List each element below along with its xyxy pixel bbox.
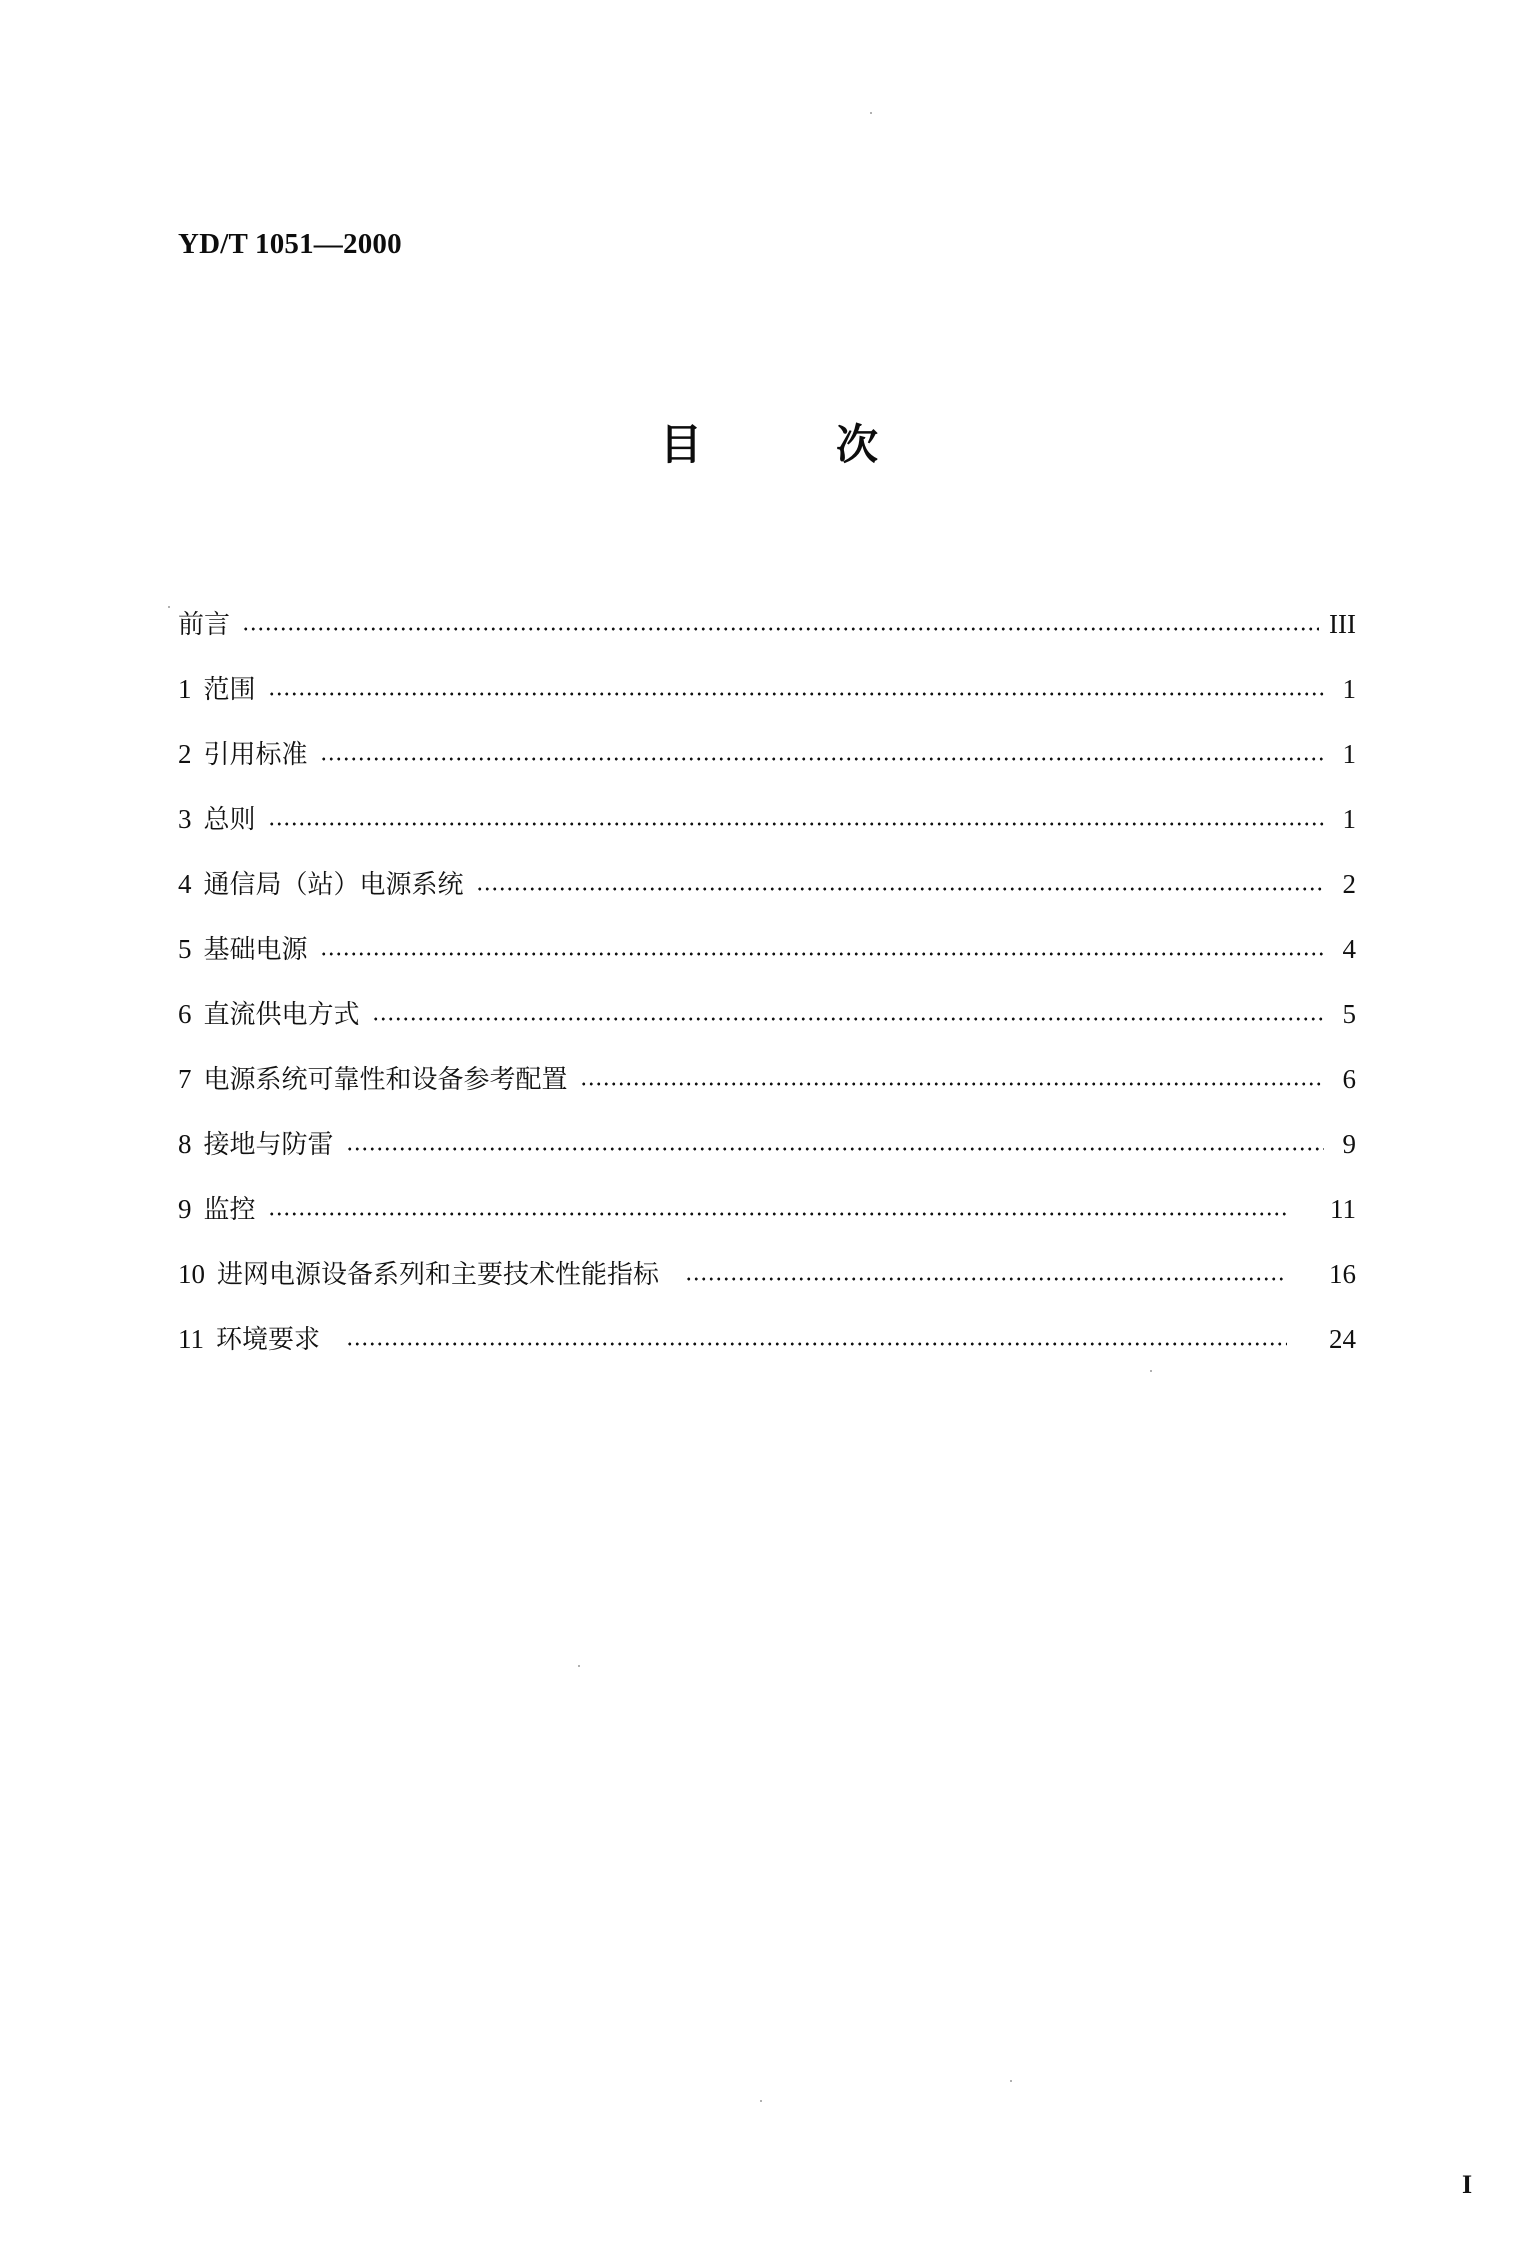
toc-entry-number: 9 — [178, 1194, 192, 1224]
toc-entry-number: 2 — [178, 739, 192, 769]
dot-leader — [580, 1082, 1324, 1086]
toc-entry-label: 环境要求 — [216, 1324, 321, 1355]
dot-leader — [476, 887, 1324, 891]
toc-entry-4[interactable] — [178, 852, 1356, 917]
toc-entry-label: 进网电源设备系列和主要技术性能指标 — [217, 1259, 660, 1290]
footer-page-number: I — [1462, 2170, 1473, 2199]
toc-entry-label: 电源系统可靠性和设备参考配置 — [203, 1064, 568, 1095]
toc-entry-label: 总则 — [203, 804, 256, 835]
toc-entry-number: 1 — [178, 674, 192, 704]
scan-speck — [870, 112, 872, 114]
toc-entry-page: 1 — [1342, 674, 1356, 704]
toc-entry-page: III — [1329, 609, 1356, 639]
toc-entry-number: 5 — [178, 934, 192, 964]
toc-entry-number: 4 — [178, 869, 192, 899]
scan-speck — [760, 2100, 762, 2102]
toc-entry-8[interactable] — [178, 1112, 1356, 1177]
toc-entry-number: 8 — [178, 1129, 192, 1159]
toc-entry-10[interactable] — [178, 1242, 1356, 1307]
toc-entry-6[interactable] — [178, 982, 1356, 1047]
dot-leader — [346, 1147, 1324, 1151]
dot-leader — [268, 822, 1324, 826]
dot-leader — [242, 627, 1319, 631]
toc-entry-2[interactable] — [178, 722, 1356, 787]
toc-entry-page: 6 — [1342, 1064, 1356, 1094]
toc-entry-page: 24 — [1329, 1324, 1356, 1354]
toc-entry-5[interactable] — [178, 917, 1356, 982]
toc-entry-page: 11 — [1330, 1194, 1356, 1224]
toc-entry-label: 直流供电方式 — [203, 999, 360, 1030]
toc-entry-number: 6 — [178, 999, 192, 1029]
toc-entry-label: 接地与防雷 — [203, 1129, 334, 1160]
toc-entry-7[interactable] — [178, 1047, 1356, 1112]
dot-leader — [685, 1277, 1287, 1281]
toc-entry-page: 1 — [1342, 739, 1356, 769]
toc-entry-number: 7 — [178, 1064, 192, 1094]
toc-entry-label: 通信局（站）电源系统 — [203, 869, 464, 900]
toc-entry-label: 前言 — [178, 609, 231, 640]
toc-entry-number: 3 — [178, 804, 192, 834]
toc-entry-page: 9 — [1342, 1129, 1356, 1159]
toc-entry-11[interactable] — [178, 1307, 1356, 1372]
toc-entry-page: 16 — [1329, 1259, 1356, 1289]
toc-entry-label: 引用标准 — [203, 739, 308, 770]
scan-speck — [1150, 1370, 1152, 1372]
toc-entry-label: 基础电源 — [203, 934, 308, 965]
dot-leader — [346, 1342, 1287, 1346]
dot-leader — [268, 1212, 1288, 1216]
document-code: YD/T 1051—2000 — [178, 228, 402, 260]
toc-entry-page: 1 — [1342, 804, 1356, 834]
toc-title-char-2: 次 — [836, 420, 879, 469]
scan-speck — [168, 606, 170, 608]
toc-title — [0, 412, 1538, 472]
dot-leader — [372, 1017, 1324, 1021]
scan-speck — [578, 1665, 580, 1667]
dot-leader — [320, 952, 1324, 956]
toc-title-char-1: 目 — [659, 420, 702, 469]
toc-entry-label: 监控 — [203, 1194, 256, 1225]
toc-entry-label: 范围 — [203, 674, 256, 705]
toc-entry-number: 11 — [178, 1324, 204, 1354]
dot-leader — [268, 692, 1324, 696]
dot-leader — [320, 757, 1324, 761]
table-of-contents — [178, 592, 1356, 1372]
toc-entry-3[interactable] — [178, 787, 1356, 852]
scan-speck — [1010, 2080, 1012, 2082]
toc-entry-1[interactable] — [178, 657, 1356, 722]
toc-entry-page: 5 — [1342, 999, 1356, 1029]
toc-entry-page: 2 — [1342, 869, 1356, 899]
toc-entry-number: 10 — [178, 1259, 205, 1289]
toc-entry-9[interactable] — [178, 1177, 1356, 1242]
toc-entry-foreword[interactable] — [178, 592, 1356, 657]
toc-entry-page: 4 — [1342, 934, 1356, 964]
